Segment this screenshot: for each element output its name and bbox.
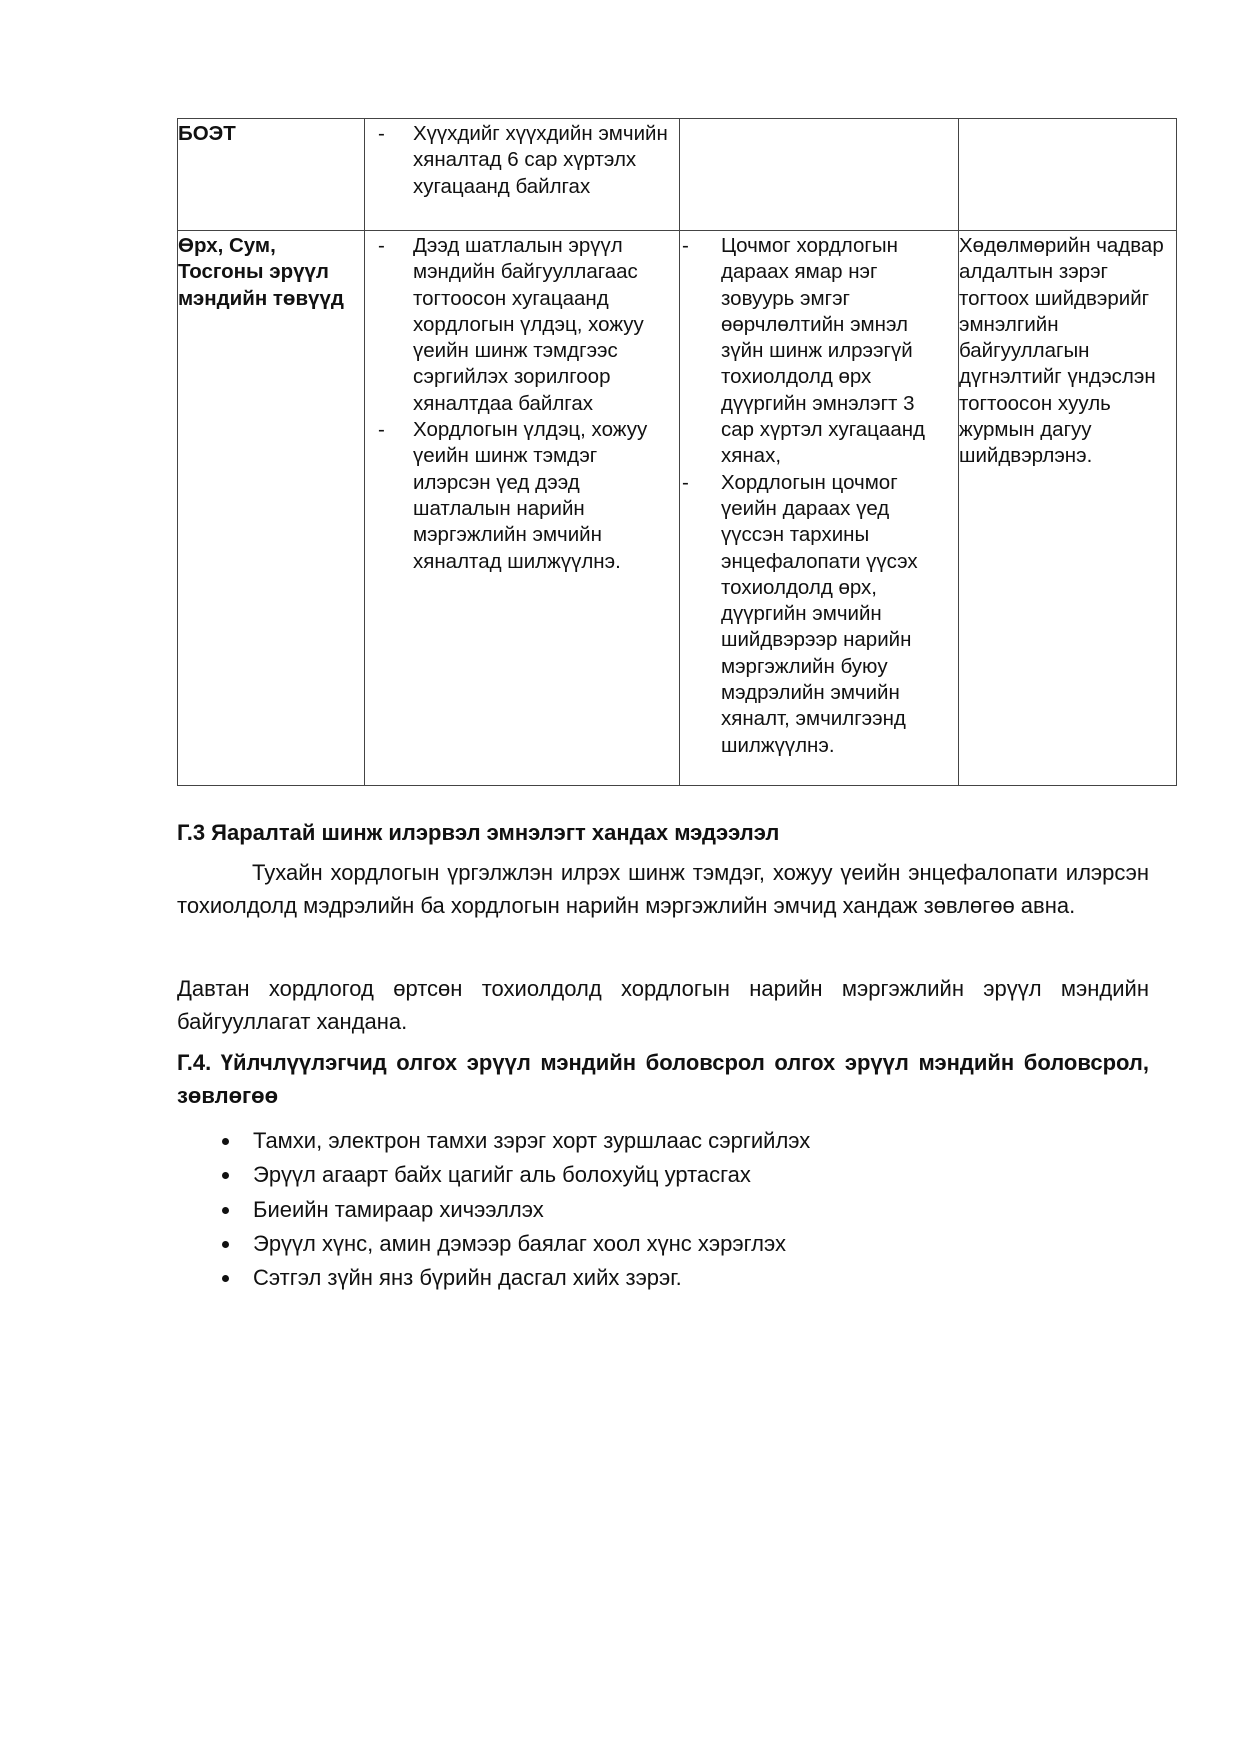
- table-cell: [365, 119, 680, 231]
- bullet-item: Эрүүл хүнс, амин дэмээр баялаг хоол хүнс хэрэглэх: [177, 1227, 1149, 1261]
- bullet-list: [177, 1124, 1149, 1295]
- table-cell: Хөдөлмөрийн чадвар алдалтын зэрэг тогтоох шийдвэрийг эмнэлгийн байгууллагын дүгнэлтийг үндэслэн тогтоосон хууль журмын дагуу шийдвэрлэнэ.: [959, 231, 1177, 786]
- dash-list: [365, 121, 679, 200]
- list-item: - Дээд шатлалын эрүүл мэндийн байгууллагаас тогтоосон хугацаанд хордлогын үлдэц, хожуу үеийн шинж тэмдгээс сэргийлэх зорилгоор хяналтдаа байлгах: [365, 233, 679, 417]
- section-heading: Г.3 Яаралтай шинж илэрвэл эмнэлэгт хандах мэдээлэл: [177, 820, 780, 845]
- table-cell: [680, 119, 959, 231]
- care-level-table: [177, 118, 1177, 786]
- list-item: - Хүүхдийг хүүхдийн эмчийн хяналтад 6 сар хүртэлх хугацаанд байлгах: [365, 121, 679, 200]
- dash-list: [365, 233, 679, 575]
- list-item: - Хордлогын үлдэц, хожуу үеийн шинж тэмдэг илэрсэн үед дээд шатлалын нарийн мэргэжлийн эмчийн хяналтад шилжүүлнэ.: [365, 417, 679, 575]
- table-row: [178, 231, 1177, 786]
- table-cell: [959, 119, 1177, 231]
- bullet-item: Эрүүл агаарт байх цагийг аль болохуйц уртасгах: [177, 1158, 1149, 1192]
- paragraph: Давтан хордлогод өртсөн тохиолдолд хордлогын нарийн мэргэжлийн эрүүл мэндийн байгууллагат хандана.: [177, 976, 1149, 1034]
- table-cell-level: Өрх, Сум, Тосгоны эрүүл мэндийн төвүүд: [178, 231, 365, 786]
- table-cell: [680, 231, 959, 786]
- table-cell: [365, 231, 680, 786]
- dash-list: [680, 233, 958, 759]
- paragraph: Тухайн хордлогын үргэлжлэн илрэх шинж тэмдэг, хожуу үеийн энцефалопати илэрсэн тохиолдолд мэдрэлийн ба хордлогын нарийн мэргэжлийн эмчид хандаж зөвлөгөө авна.: [177, 860, 1149, 918]
- list-item: - Хордлогын цочмог үеийн дараах үед үүссэн тархины энцефалопати үүсэх тохиолдолд өрх, дүүргийн эмчийн шийдвэрээр нарийн мэргэжлийн буюу мэдрэлийн эмчийн хяналт, эмчилгээнд шилжүүлнэ.: [680, 470, 958, 759]
- bullet-item: Тамхи, электрон тамхи зэрэг хорт зуршлаас сэргийлэх: [177, 1124, 1149, 1158]
- bullet-item: Сэтгэл зүйн янз бүрийн дасгал хийх зэрэг.: [177, 1261, 1149, 1295]
- table-row: [178, 119, 1177, 231]
- bullet-item: Биеийн тамираар хичээллэх: [177, 1193, 1149, 1227]
- table-cell-level: БОЭТ: [178, 119, 365, 231]
- section-heading: Г.4. Үйлчлүүлэгчид олгох эрүүл мэндийн боловсрол олгох эрүүл мэндийн боловсрол, зөвлөгөө: [177, 1050, 1149, 1108]
- list-item: - Цочмог хордлогын дараах ямар нэг зовуурь эмгэг өөрчлөлтийн эмнэл зүйн шинж илрээгүй тохиолдолд өрх дүүргийн эмнэлэгт 3 сар хүртэл хугацаанд хянах,: [680, 233, 958, 470]
